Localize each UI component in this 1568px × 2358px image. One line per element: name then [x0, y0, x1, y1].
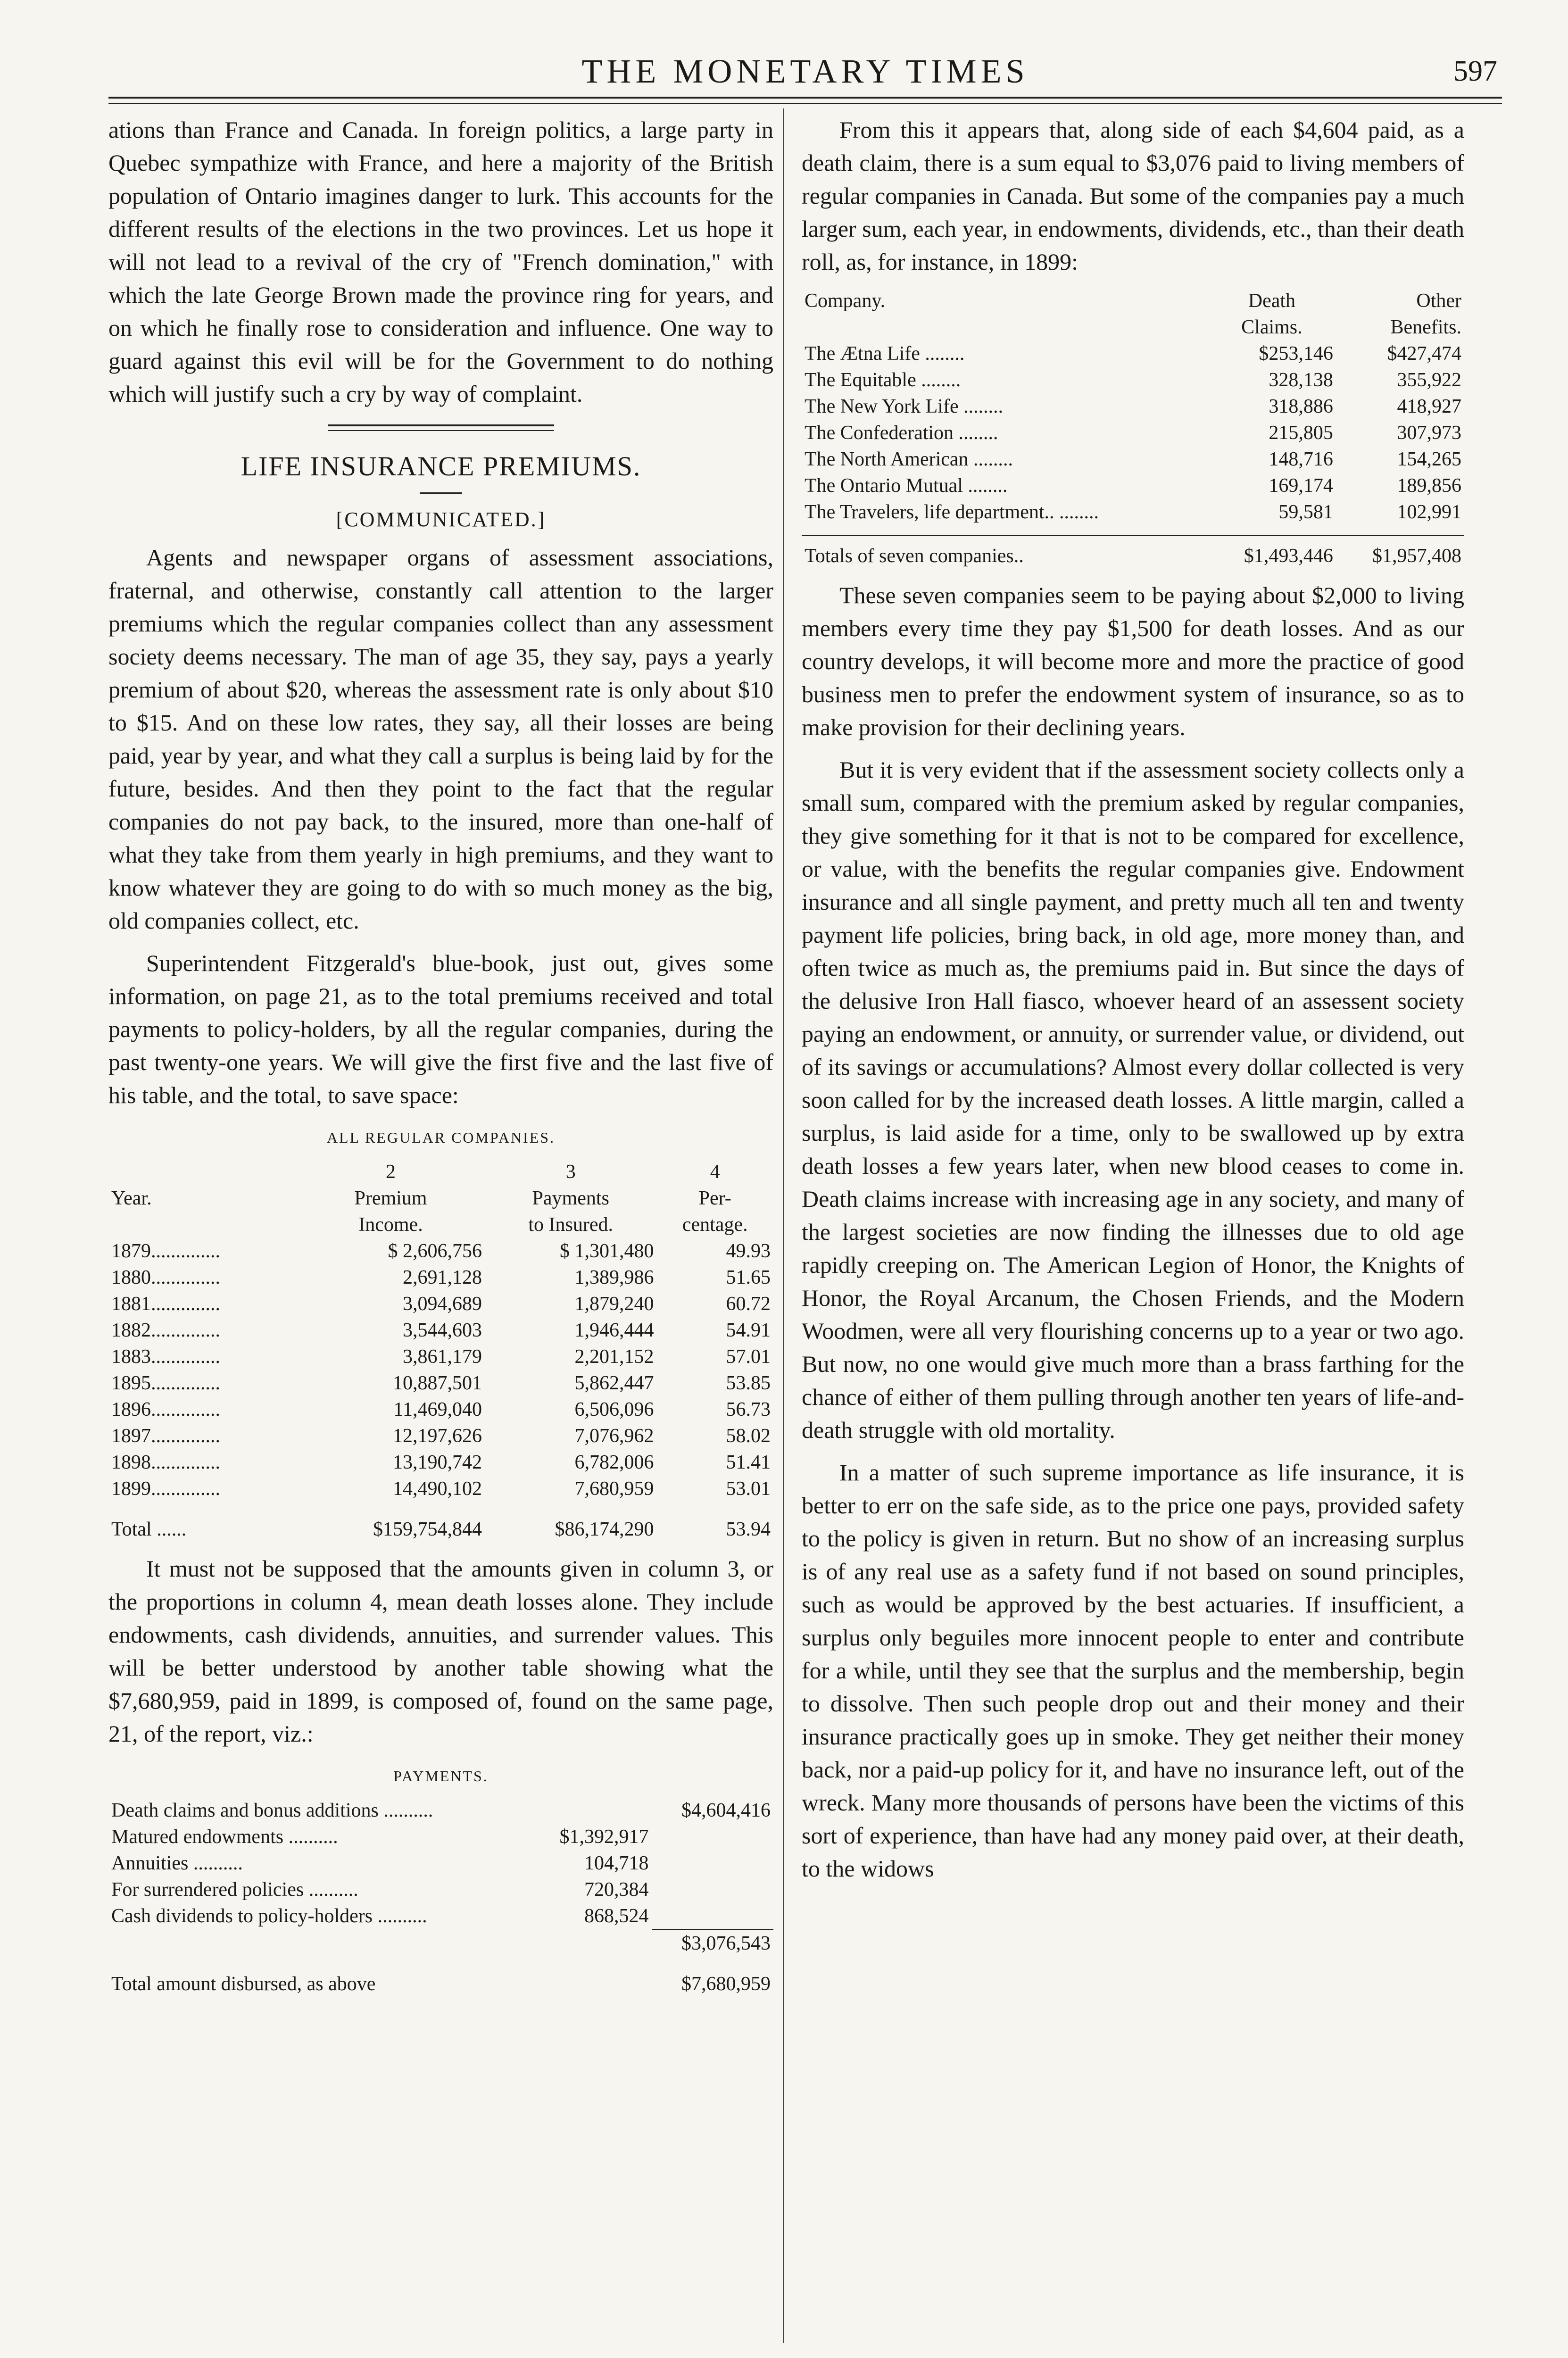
total-death-claims: $1,493,446 — [1244, 545, 1333, 567]
premium-cell: 13,190,742 — [392, 1452, 482, 1473]
payments-cell: 1,946,444 — [574, 1320, 654, 1341]
paragraph: In a matter of such supreme importance as life insurance, it is better to err on the safe side, as to the price one pays, provided safety to the policy is given in return. But no show of an increasing surplus is of any real use as a safety fund if not based on sound principles, such as would be approved by the best actuaries. If insufficient, a surplus only beguiles more innocent people to enter and contribute for a while, until they see that the surplus and the membership, begin to dissolve. Then such people drop out and their money and their insurance practically goes up in smoke. They get neither their money back, nor a paid-up policy for it, and have no insurance left, out of the wreck. Many more thousands of persons have been the victims of this sort of experience, than have had any money paid over, at their death, to the widows — [802, 1459, 1464, 1882]
table-row — [108, 1370, 773, 1396]
payments-cell: $ 1,301,480 — [559, 1240, 654, 1262]
premium-cell: 12,197,626 — [392, 1425, 482, 1447]
other-benefits: $427,474 — [1387, 343, 1461, 365]
table-row — [108, 1291, 773, 1317]
paragraph: Superintendent Fitzgerald's blue-book, just out, gives some information, on page 21, as to the total premiums received and total payments to policy-holders, by all the regular companies, during the past twenty-one years. We will give the first five and the last five of his table, and the total, to save space: — [108, 950, 773, 1108]
table-header: Income. — [358, 1214, 423, 1236]
company-name: The North American ........ — [805, 448, 1013, 470]
other-benefits: 102,991 — [1397, 501, 1461, 523]
section-divider — [328, 424, 554, 431]
year-cell: 1880.............. — [111, 1267, 220, 1288]
percentage-cell: 54.91 — [726, 1320, 771, 1341]
company-name: The New York Life ........ — [805, 396, 1004, 417]
page-number: 597 — [1453, 55, 1497, 87]
total-other-benefits: $1,957,408 — [1372, 545, 1461, 567]
table-header: to Insured. — [528, 1214, 614, 1236]
percentage-cell: 53.01 — [726, 1478, 771, 1500]
table-header — [108, 1159, 297, 1185]
percentage-cell: 58.02 — [726, 1425, 771, 1447]
year-cell: 1879.............. — [111, 1240, 220, 1262]
table-row — [802, 367, 1464, 393]
death-claims: 318,886 — [1269, 396, 1333, 417]
payment-amount: 868,524 — [584, 1905, 649, 1927]
table-total-row — [108, 1516, 773, 1543]
paragraph-continued: ations than France and Canada. In foreign politics, a large party in Quebec sympathize with France, and here a majority of the British population of Ontario imagines danger to lurk. This accounts for the different results of the elections in the two provinces. Let us hope it will not lead to a revival of the cry of "French domination," with which the late George Brown made the province ring for years, and on which he finally rose to consideration and influence. One way to guard against this evil will be for the Government to do nothing which will justify such a cry by way of complaint. — [108, 116, 773, 407]
payment-label: For surrendered policies .......... — [111, 1879, 358, 1901]
table-row — [802, 340, 1464, 367]
payment-amount: $1,392,917 — [559, 1826, 649, 1848]
death-claims: 215,805 — [1269, 422, 1333, 444]
table-header: 2 — [385, 1161, 396, 1183]
paragraph: From this it appears that, along side of each $4,604 paid, as a death claim, there is a sum equal to $3,076 paid to living members of regular companies in Canada. But some of the companies pay a much larger sum, each year, in endowments, dividends, etc., than their death roll, as, for instance, in 1899: — [802, 116, 1464, 275]
percentage-cell: 51.41 — [726, 1452, 771, 1473]
payment-amount: 720,384 — [584, 1879, 649, 1901]
table-header: Death — [1248, 290, 1296, 312]
other-benefits: 189,856 — [1397, 475, 1461, 497]
total-percentage: 53.94 — [726, 1519, 771, 1540]
table-total-row — [802, 543, 1464, 569]
paragraph: Agents and newspaper organs of assessment associations, fraternal, and otherwise, constantly call attention to the larger premiums which the regular companies collect than any assessment society deems necessary. The man of age 35, they say, pays a yearly premium of about $20, whereas the assessment rate is only about $10 to $15. And on these low rates, they say, all their losses are being paid, year by year, and what they call a surplus is being laid by for the future, besides. And then they point to the fact that the regular companies do not pay back, to the insured, more than one-half of what they take from them yearly in high premiums, and they want to know whatever they are going to do with so much money as the big, old companies collect, etc. — [108, 544, 773, 934]
header-rule-thin — [108, 103, 1502, 104]
table-row — [108, 1344, 773, 1370]
table-row — [108, 1238, 773, 1264]
header-rule — [108, 97, 1502, 99]
table-caption: ALL REGULAR COMPANIES. — [326, 1129, 556, 1146]
payments-cell: 6,782,006 — [574, 1452, 654, 1473]
payment-label: Matured endowments .......... — [111, 1826, 338, 1848]
payment-total: $4,604,416 — [681, 1800, 771, 1821]
payment-label: Annuities .......... — [111, 1852, 243, 1874]
total-label: Total ...... — [111, 1519, 187, 1540]
year-cell: 1882.............. — [111, 1320, 220, 1341]
total-payments: $86,174,290 — [555, 1519, 654, 1540]
table-row — [108, 1903, 773, 1929]
death-claims: 148,716 — [1269, 448, 1333, 470]
payment-total — [652, 1903, 774, 1929]
payments-cell: 7,680,959 — [574, 1478, 654, 1500]
company-name: The Travelers, life department.. ........ — [805, 501, 1099, 523]
year-cell: 1899.............. — [111, 1478, 220, 1500]
percentage-cell: 57.01 — [726, 1346, 771, 1368]
other-benefits: 154,265 — [1397, 448, 1461, 470]
premium-cell: 3,094,689 — [402, 1293, 482, 1315]
percentage-cell: 53.85 — [726, 1372, 771, 1394]
premium-table — [108, 1159, 773, 1543]
premium-cell: 14,490,102 — [392, 1478, 482, 1500]
table-row — [802, 499, 1464, 525]
payments-cell: 7,076,962 — [574, 1425, 654, 1447]
death-claims: 169,174 — [1269, 475, 1333, 497]
premium-cell: 2,691,128 — [402, 1267, 482, 1288]
payment-total — [652, 1876, 774, 1903]
table-row — [108, 1317, 773, 1344]
premium-cell: 3,861,179 — [402, 1346, 482, 1368]
year-cell: 1881.............. — [111, 1293, 220, 1315]
table-header: Claims. — [1241, 316, 1303, 338]
table-header: Other — [1416, 290, 1461, 312]
payments-subtotal: $3,076,543 — [652, 1929, 774, 1957]
table-header: Year. — [111, 1187, 152, 1209]
table-row — [802, 393, 1464, 420]
company-name: The Ontario Mutual ........ — [805, 475, 1008, 497]
table-row — [108, 1264, 773, 1291]
payments-cell: 5,862,447 — [574, 1372, 654, 1394]
table-row — [108, 1449, 773, 1476]
payments-total: $7,680,959 — [681, 1973, 771, 1995]
paragraph: It must not be supposed that the amounts given in column 3, or the proportions in column 4, mean death losses alone. They include endowments, cash dividends, annuities, and surrender values. This will be better understood by another table showing what the $7,680,959, paid in 1899, is composed of, found on the same page, 21, of the report, viz.: — [108, 1555, 773, 1747]
table-row — [802, 446, 1464, 473]
company-name: The Ætna Life ........ — [805, 343, 965, 365]
year-cell: 1896.............. — [111, 1399, 220, 1420]
premium-cell: $ 2,606,756 — [388, 1240, 482, 1262]
communicated-label: [COMMUNICATED.] — [336, 508, 546, 531]
percentage-cell: 60.72 — [726, 1293, 771, 1315]
table-row — [108, 1423, 773, 1449]
table-row — [108, 1396, 773, 1423]
table-row — [108, 1876, 773, 1903]
death-claims: 328,138 — [1269, 369, 1333, 391]
payments-cell: 2,201,152 — [574, 1346, 654, 1368]
percentage-cell: 49.93 — [726, 1240, 771, 1262]
premium-cell: 10,887,501 — [392, 1372, 482, 1394]
left-column — [108, 113, 773, 1997]
table-header: 3 — [565, 1161, 576, 1183]
other-benefits: 307,973 — [1397, 422, 1461, 444]
table-header: Premium — [354, 1187, 427, 1209]
article-heading: LIFE INSURANCE PREMIUMS. — [241, 451, 641, 482]
death-claims: $253,146 — [1259, 343, 1333, 365]
table-header: Company. — [805, 290, 886, 312]
premium-cell: 11,469,040 — [393, 1399, 482, 1420]
table-header: centage. — [682, 1214, 748, 1236]
total-label: Totals of seven companies.. — [805, 545, 1024, 567]
total-premium: $159,754,844 — [373, 1519, 482, 1540]
table-row — [108, 1797, 773, 1824]
other-benefits: 355,922 — [1397, 369, 1461, 391]
masthead — [108, 52, 1502, 94]
column-divider — [783, 108, 784, 2343]
table-header: Benefits. — [1390, 316, 1461, 338]
payments-cell: 6,506,096 — [574, 1399, 654, 1420]
payment-label: Cash dividends to policy-holders .......... — [111, 1905, 427, 1927]
payments-cell: 1,389,986 — [574, 1267, 654, 1288]
premium-cell: 3,544,603 — [402, 1320, 482, 1341]
paragraph: These seven companies seem to be paying about $2,000 to living members every time they pay $1,500 for death losses. And as our country develops, it will become more and more the practice of good business men to prefer the endowment system of insurance, so as to make provision for their declining years. — [802, 582, 1464, 740]
other-benefits: 418,927 — [1397, 396, 1461, 417]
right-column — [802, 113, 1464, 1894]
table-row — [108, 1850, 773, 1876]
table-caption: PAYMENTS. — [393, 1768, 489, 1785]
publication-title: THE MONETARY TIMES — [581, 52, 1029, 90]
percentage-cell: 51.65 — [726, 1267, 771, 1288]
heading-rule — [420, 492, 462, 494]
company-name: The Equitable ........ — [805, 369, 961, 391]
year-cell: 1883.............. — [111, 1346, 220, 1368]
payment-total — [652, 1850, 774, 1876]
company-table — [802, 288, 1464, 569]
percentage-cell: 56.73 — [726, 1399, 771, 1420]
payment-amount: 104,718 — [584, 1852, 649, 1874]
table-row — [802, 473, 1464, 499]
payment-total — [652, 1824, 774, 1850]
payments-total-label: Total amount disbursed, as above — [111, 1973, 376, 1995]
year-cell: 1898.............. — [111, 1452, 220, 1473]
payment-label: Death claims and bonus additions .......... — [111, 1800, 433, 1821]
payments-cell: 1,879,240 — [574, 1293, 654, 1315]
year-cell: 1897.............. — [111, 1425, 220, 1447]
table-row — [108, 1824, 773, 1850]
payment-amount — [530, 1797, 651, 1824]
table-row — [108, 1476, 773, 1502]
table-row — [802, 420, 1464, 446]
paragraph: But it is very evident that if the assessment society collects only a small sum, compared with the premium asked by regular companies, they give something for it that is not to be compared for excellence, or value, with the benefits the regular companies give. Endowment insurance and all single payment, and pretty much all ten and twenty payment life policies, bring back, in old age, more money than, and often twice as much as, the premiums paid in. But since the days of the delusive Iron Hall fiasco, whoever heard of an assessent society paying an endowment, or annuity, or surrender value, or dividend, out of its savings or accumulations? Almost every dollar collected is very soon called for by the increased death losses. A little margin, called a surplus, is laid aside for a time, only to be swallowed up by extra death losses a few years later, when new blood ceases to come in. Death claims increase with increasing age in any society, and many of the largest societies are now finding the illnesses due to old age rapidly creeping on. The American Legion of Honor, the Knights of Honor, the Royal Arcanum, the Chosen Friends, and the Modern Woodmen, were all very flourishing concerns up to a year or two ago. But now, no one would give much more than a brass farthing for the chance of either of them pulling through another ten years of life-and-death struggle with old mortality. — [802, 756, 1464, 1443]
table-header: Per- — [698, 1187, 731, 1209]
table-header: 4 — [710, 1161, 720, 1183]
year-cell: 1895.............. — [111, 1372, 220, 1394]
company-name: The Confederation ........ — [805, 422, 998, 444]
death-claims: 59,581 — [1278, 501, 1333, 523]
table-header: Payments — [532, 1187, 609, 1209]
payments-table — [108, 1797, 773, 1997]
